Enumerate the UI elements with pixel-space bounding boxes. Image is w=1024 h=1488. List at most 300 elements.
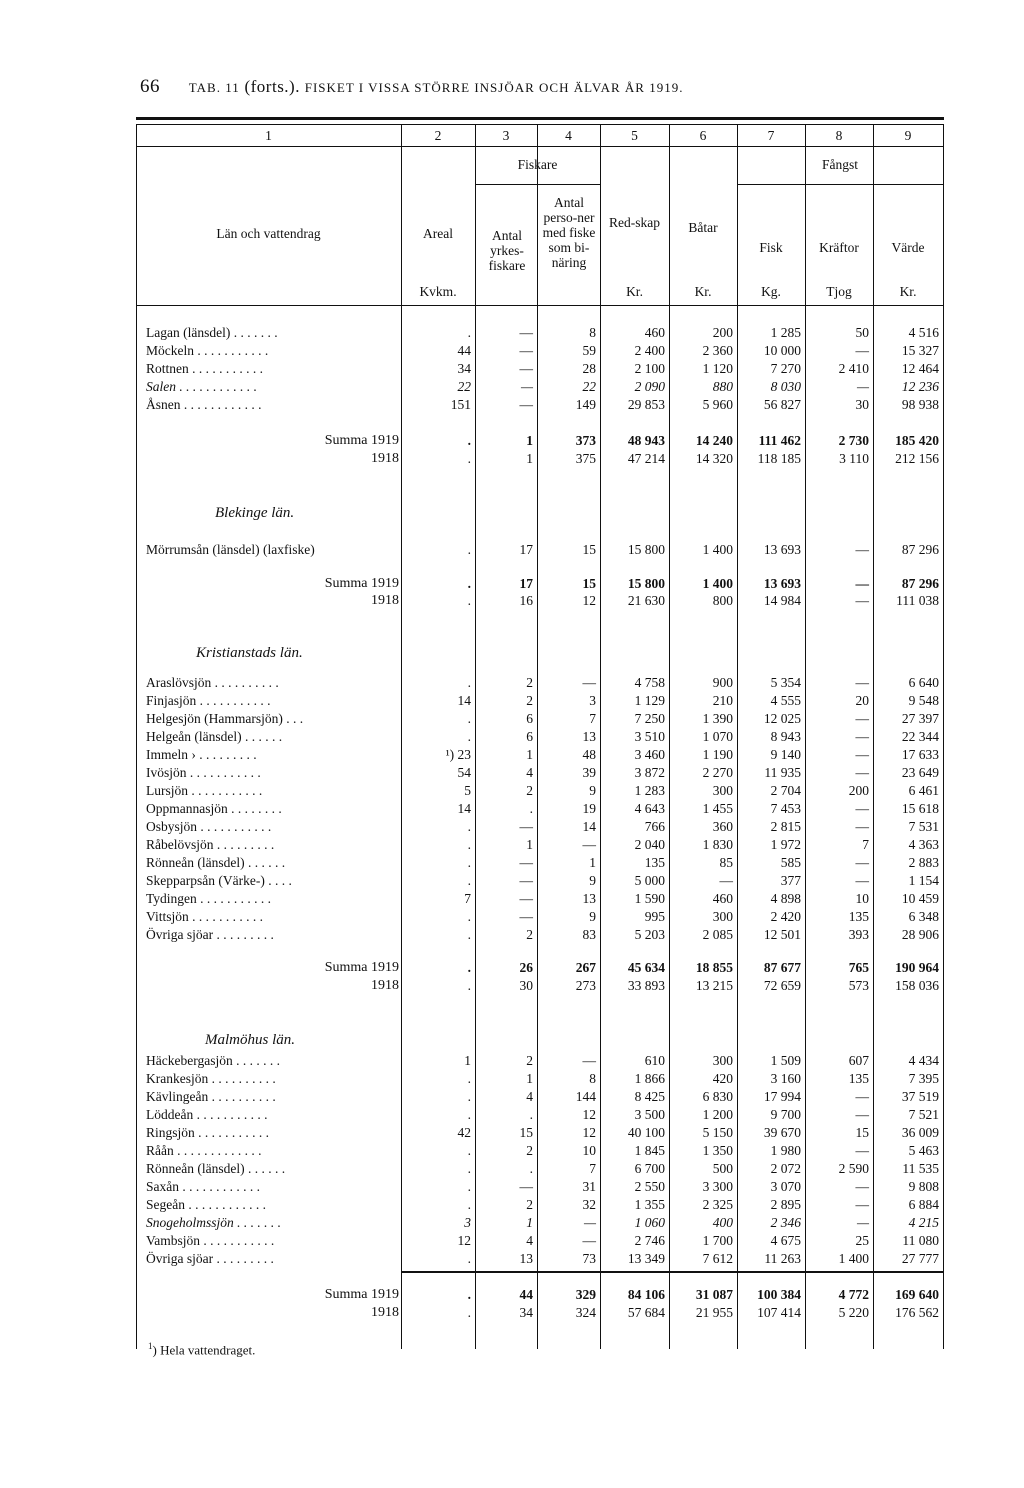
table-row-col9: 7 531: [908, 819, 939, 834]
table-row-col8: 50: [855, 325, 869, 340]
table-row-col2: 42: [457, 1125, 471, 1140]
table-row-col3: —: [519, 361, 533, 376]
table-row-col3: 1: [526, 1215, 533, 1230]
table-row-col9: 6 640: [908, 675, 939, 690]
table-row-col6: 5 150: [702, 1125, 733, 1140]
summa-row-col2: .: [467, 1287, 471, 1302]
table-row-col8: 200: [848, 783, 869, 798]
table-row-col3: 2: [526, 675, 533, 690]
table-row-col6: 210: [712, 693, 733, 708]
summa-row-col3: 44: [519, 1287, 533, 1302]
table-row-col5: 8 425: [634, 1089, 665, 1104]
table-row-col2: 34: [457, 361, 471, 376]
table-row-col9: 87 296: [901, 542, 939, 557]
table-row-col9: 27 397: [901, 711, 939, 726]
table-row-col8: 7: [862, 837, 869, 852]
summa-row-col2: .: [467, 960, 471, 975]
summa-row-col2: .: [467, 433, 471, 448]
table-row-col4: 39: [582, 765, 596, 780]
table-row-col2: 5: [464, 783, 471, 798]
table-row-col6: 460: [712, 891, 733, 906]
summa-row-col4: 12: [582, 593, 596, 608]
table-row-col2: .: [467, 927, 471, 942]
table-row-col6: 300: [712, 1053, 733, 1068]
col-number: 6: [699, 128, 707, 143]
table-row-col4: 144: [575, 1089, 596, 1104]
table-row-col4: 8: [589, 325, 596, 340]
unit-kraftor: Tjog: [826, 284, 852, 299]
summa-row-col9: 212 156: [895, 451, 939, 466]
summa-row-col6: 13 215: [695, 978, 733, 993]
table-row-col6: 1 455: [702, 801, 733, 816]
summa-row-col5: 21 630: [627, 593, 665, 608]
footnote: $^1$) Hela vattendraget.: [148, 1341, 256, 1358]
row-name: Oppmannasjön . . . . . . . .: [146, 801, 282, 816]
table-row-col4: —: [582, 675, 596, 690]
summa-rule: [401, 1271, 943, 1273]
table-row-col4: 59: [582, 343, 596, 358]
table-row-col5: 460: [644, 325, 665, 340]
row-name: Lagan (länsdel) . . . . . . .: [146, 325, 278, 340]
table-row-col3: .: [529, 1161, 533, 1176]
table-row-col6: 1 200: [702, 1107, 733, 1122]
table-row-col6: 500: [712, 1161, 733, 1176]
table-row-col9: 6 884: [908, 1197, 939, 1212]
table-row-col9: 4 516: [908, 325, 939, 340]
table-row-col4: 7: [589, 1161, 596, 1176]
table-row-col5: 1 845: [634, 1143, 665, 1158]
table-row-col4: —: [582, 837, 596, 852]
table-row-col3: 2: [526, 1053, 533, 1068]
table-row-col6: 85: [719, 855, 733, 870]
header-varde: Värde: [891, 240, 925, 255]
row-name: Löddeån . . . . . . . . . . .: [146, 1107, 268, 1122]
table-row-col4: 19: [582, 801, 596, 816]
table-cont: (forts.).: [244, 77, 300, 96]
table-row-col2: 14: [457, 693, 471, 708]
row-name: Salen . . . . . . . . . . . .: [146, 379, 257, 394]
table-row-col6: 1 400: [702, 542, 733, 557]
table-row-col6: 400: [712, 1215, 733, 1230]
unit-batar: Kr.: [694, 284, 712, 299]
table-row-col8: —: [855, 675, 869, 690]
summa-row-col2: .: [467, 593, 471, 608]
table-row-col4: 83: [582, 927, 596, 942]
summa-row-col3: 1: [526, 451, 533, 466]
top-rule: [136, 117, 944, 120]
table-row-col7: 7 270: [770, 361, 801, 376]
table-row-col8: 20: [855, 693, 869, 708]
table-row-col9: 12 464: [901, 361, 939, 376]
table-row-col9: 15 327: [901, 343, 939, 358]
table-row-col7: 10 000: [763, 343, 801, 358]
table-row-col9: 27 777: [901, 1251, 939, 1266]
summa-row-col7: 111 462: [758, 433, 801, 448]
fangst-rule: [737, 184, 943, 185]
table-row-col9: 9 808: [908, 1179, 939, 1194]
table-row-col2: 22: [457, 379, 471, 394]
summa-row-col5: 45 634: [627, 960, 665, 975]
table-row-col8: 135: [848, 1071, 869, 1086]
table-row-col8: —: [855, 542, 869, 557]
table-row-col3: —: [519, 1179, 533, 1194]
table-row-col2: .: [467, 1071, 471, 1086]
table-row-col4: 15: [582, 542, 596, 557]
table-row-col5: 995: [644, 909, 665, 924]
summa-row-col8: 4 772: [838, 1287, 869, 1302]
unit-fisk: Kg.: [761, 284, 781, 299]
table-row-col3: .: [529, 801, 533, 816]
table-row-col5: 2 040: [634, 837, 665, 852]
table-row-col4: 14: [582, 819, 596, 834]
table-row-col2: .: [467, 1197, 471, 1212]
table-row-col5: 1 590: [634, 891, 665, 906]
table-row-col2: .: [467, 1089, 471, 1104]
summa-row-col9: 185 420: [895, 433, 939, 448]
table-row-col9: 4 363: [908, 837, 939, 852]
table-row-col3: 2: [526, 783, 533, 798]
table-row-col8: —: [855, 729, 869, 744]
table-row-col2: 44: [457, 343, 471, 358]
table-row-col2: .: [467, 909, 471, 924]
table-row-col6: 1 390: [702, 711, 733, 726]
table-row-col7: 4 675: [770, 1233, 801, 1248]
row-name: Helgeån (länsdel) . . . . . .: [146, 729, 283, 744]
summa-row-col7: 72 659: [763, 978, 801, 993]
table-row-col8: —: [855, 747, 869, 762]
table-row-col7: 3 070: [770, 1179, 801, 1194]
table-row-col5: 6 700: [634, 1161, 665, 1176]
row-name: Kävlingeån . . . . . . . . . .: [146, 1089, 276, 1104]
header-lan: Län och vattendrag: [216, 226, 321, 241]
table-row-col8: —: [855, 873, 869, 888]
table-row-col8: —: [855, 855, 869, 870]
summa-row-col3: 34: [519, 1305, 533, 1320]
row-name: Tydingen . . . . . . . . . . .: [146, 891, 272, 906]
right-edge: [943, 124, 944, 1349]
table-row-col6: 1 830: [702, 837, 733, 852]
table-row-col6: 2 360: [702, 343, 733, 358]
table-row-col6: 420: [712, 1071, 733, 1086]
row-name: Krankesjön . . . . . . . . . .: [146, 1071, 276, 1086]
table-row-col3: 4: [526, 1233, 533, 1248]
header-personer: Antal perso-ner med fiske som bi-näring: [542, 195, 596, 270]
table-row-col4: 9: [589, 909, 596, 924]
header-fangst: Fångst: [821, 157, 858, 172]
table-row-col4: 7: [589, 711, 596, 726]
table-row-col7: 11 935: [764, 765, 801, 780]
table-row-col3: —: [519, 855, 533, 870]
table-row-col7: 1 509: [770, 1053, 801, 1068]
summa-row-col4: 373: [575, 433, 596, 448]
table-row-col4: 48: [582, 747, 596, 762]
table-row-col5: 7 250: [634, 711, 665, 726]
table-row-col4: 3: [589, 693, 596, 708]
summa-row-col2: .: [467, 576, 471, 591]
table-row-col7: 3 160: [770, 1071, 801, 1086]
table-row-col4: 32: [582, 1197, 596, 1212]
table-row-col5: 2 400: [634, 343, 665, 358]
unit-areal: Kvkm.: [419, 284, 457, 299]
table-row-col4: 13: [582, 729, 596, 744]
table-row-col2: 14: [457, 801, 471, 816]
summa-row-col2: .: [467, 978, 471, 993]
table-row-col8: 2 590: [838, 1161, 869, 1176]
summa-row-col4: 15: [582, 576, 596, 591]
table-row-col7: 8 030: [770, 379, 801, 394]
table-row-col4: 28: [582, 361, 596, 376]
table-row-col4: 31: [582, 1179, 596, 1194]
table-row-col2: .: [467, 1143, 471, 1158]
table-row-col9: 11 535: [902, 1161, 939, 1176]
row-name: Vambsjön . . . . . . . . . . .: [146, 1233, 275, 1248]
table-row-col8: 393: [848, 927, 869, 942]
table-row-col3: —: [519, 819, 533, 834]
section-title: Malmöhus län.: [205, 1032, 295, 1048]
summa-row-col6: 14 240: [695, 433, 733, 448]
summa-label: 1918: [371, 978, 399, 993]
summa-label: 1918: [371, 451, 399, 466]
table-row-col9: 1 154: [908, 873, 939, 888]
col-number: 3: [502, 128, 510, 143]
table-row-col8: 10: [855, 891, 869, 906]
table-row-col2: .: [467, 837, 471, 852]
row-name: Segeån . . . . . . . . . . . .: [146, 1197, 266, 1212]
table-row-col8: 135: [848, 909, 869, 924]
summa-label: 1918: [371, 1305, 399, 1320]
table-row-col8: —: [855, 801, 869, 816]
table-row-col5: 610: [644, 1053, 665, 1068]
row-name: Häckebergasjön . . . . . . .: [146, 1053, 280, 1068]
table-row-col3: 15: [519, 1125, 533, 1140]
table-row-col3: —: [519, 325, 533, 340]
table-row-col9: 28 906: [901, 927, 939, 942]
summa-row-col5: 84 106: [627, 1287, 665, 1302]
table-row-col2: .: [467, 711, 471, 726]
unit-varde: Kr.: [899, 284, 917, 299]
table-row-col5: 29 853: [627, 397, 665, 412]
table-row-col4: —: [582, 1233, 596, 1248]
table-row-col5: 3 510: [634, 729, 665, 744]
table-row-col7: 2 346: [770, 1215, 801, 1230]
table-row-col5: 2 100: [634, 361, 665, 376]
page-header: [140, 76, 683, 98]
summa-row-col8: —: [855, 576, 869, 591]
section-title: Blekinge län.: [215, 505, 295, 521]
table-row-col9: 36 009: [901, 1125, 939, 1140]
table-id: TAB. 11: [188, 80, 240, 95]
table-row-col7: 56 827: [763, 397, 801, 412]
table-row-col6: 3 300: [702, 1179, 733, 1194]
table-row-col7: 2 420: [770, 909, 801, 924]
col-number: 2: [434, 128, 442, 143]
table-row-col6: 2 270: [702, 765, 733, 780]
table-row-col4: 10: [582, 1143, 596, 1158]
table-row-col2: 151: [450, 397, 471, 412]
row-name: Immeln › . . . . . . . . .: [146, 747, 257, 762]
table-row-col8: —: [856, 379, 869, 394]
table-row-col9: 6 348: [908, 909, 939, 924]
table-row-col5: 5 203: [634, 927, 665, 942]
header-batar: Båtar: [688, 220, 718, 235]
summa-row-col8: —: [855, 593, 869, 608]
table-row-col9: 22 344: [901, 729, 939, 744]
row-name: Osbysjön . . . . . . . . . . .: [146, 819, 272, 834]
table-row-col3: .: [529, 1107, 533, 1122]
table-row-col6: 2 085: [702, 927, 733, 942]
left-edge: [136, 124, 137, 1349]
header-fiskare: Fiskare: [517, 157, 558, 172]
table-row-col9: 12 236: [901, 379, 939, 394]
table-row-col3: 6: [526, 711, 533, 726]
table-row-col2: ¹) 23: [445, 747, 471, 762]
table-row-col3: 4: [526, 765, 533, 780]
table-row-col8: —: [855, 1089, 869, 1104]
row-name: Ringsjön . . . . . . . . . . .: [146, 1125, 270, 1140]
table-row-col8: 2 410: [838, 361, 869, 376]
table-row-col7: 5 354: [770, 675, 801, 690]
section-title: Kristianstads län.: [196, 645, 303, 661]
table-row-col4: 22: [582, 379, 596, 394]
table-row-col4: 12: [582, 1107, 596, 1122]
summa-row-col5: 47 214: [627, 451, 665, 466]
table-row-col4: 9: [589, 783, 596, 798]
table-row-col3: —: [519, 909, 533, 924]
row-name: Finjasjön . . . . . . . . . . .: [146, 693, 271, 708]
table-row-col7: 2 072: [770, 1161, 801, 1176]
summa-row-col9: 176 562: [895, 1305, 939, 1320]
header-fisk: Fisk: [759, 240, 783, 255]
table-row-col8: 30: [855, 397, 869, 412]
table-row-col3: —: [520, 379, 533, 394]
table-row-col2: 1: [464, 1053, 471, 1068]
col-number: 1: [265, 128, 272, 143]
table-row-col2: 7: [464, 891, 471, 906]
table-row-col8: —: [855, 1143, 869, 1158]
table-row-col2: 12: [457, 1233, 471, 1248]
table-row-col2: .: [467, 325, 471, 340]
table-row-col6: 900: [712, 675, 733, 690]
table-row-col5: 1 060: [634, 1215, 665, 1230]
fiskare-rule: [475, 184, 600, 185]
table-row-col5: 766: [644, 819, 665, 834]
row-name: Vittsjön . . . . . . . . . . .: [146, 909, 263, 924]
row-name: Övriga sjöar . . . . . . . . .: [146, 1251, 274, 1266]
table-row-col8: 25: [855, 1233, 869, 1248]
table-row-col7: 377: [780, 873, 801, 888]
row-name: Snogeholmssjön . . . . . . .: [146, 1215, 281, 1230]
table-row-col5: 3 872: [634, 765, 665, 780]
row-name: Skepparpsån (Värke-) . . . .: [146, 873, 292, 888]
row-name: Rönneån (länsdel) . . . . . .: [146, 855, 286, 870]
table-row-col7: 2 704: [770, 783, 801, 798]
table-row-col3: 2: [526, 1197, 533, 1212]
summa-label: 1918: [371, 593, 399, 608]
table-row-col5: 1 283: [634, 783, 665, 798]
table-row-col5: 1 129: [634, 693, 665, 708]
table-row-col2: .: [467, 819, 471, 834]
table-row-col7: 1 972: [770, 837, 801, 852]
table-row-col9: 11 080: [902, 1233, 939, 1248]
table-row-col2: 3: [464, 1215, 471, 1230]
summa-row-col8: 5 220: [838, 1305, 869, 1320]
summa-row-col3: 17: [519, 576, 533, 591]
table-row-col6: 300: [712, 783, 733, 798]
col-number: 9: [904, 128, 912, 143]
table-row-col9: 5 463: [908, 1143, 939, 1158]
row-name: Ivösjön . . . . . . . . . . .: [146, 765, 261, 780]
table-row-col6: 360: [712, 819, 733, 834]
table-row-col5: 4 758: [634, 675, 665, 690]
table-row-col2: .: [467, 1179, 471, 1194]
table-row-col6: 1 700: [702, 1233, 733, 1248]
table-row-col3: 6: [526, 729, 533, 744]
table-row-col6: 200: [712, 325, 733, 340]
row-name: Saxån . . . . . . . . . . . .: [146, 1179, 260, 1194]
table-row-col9: 10 459: [901, 891, 939, 906]
col-number: 5: [631, 128, 638, 143]
table-row-col4: —: [583, 1215, 596, 1230]
summa-row-col3: 16: [519, 593, 533, 608]
table-row-col6: 1 120: [702, 361, 733, 376]
page-number: 66: [140, 76, 160, 97]
table-row-col3: 2: [526, 927, 533, 942]
table-row-col8: 1 400: [838, 1251, 869, 1266]
table-row-col8: —: [855, 819, 869, 834]
summa-row-col7: 13 693: [763, 576, 801, 591]
table-row-col4: 12: [582, 1125, 596, 1140]
table-row-col3: 13: [519, 1251, 533, 1266]
summa-label: Summa 1919: [324, 576, 399, 591]
table-row-col5: 3 500: [634, 1107, 665, 1122]
table-row-col5: 135: [644, 855, 665, 870]
table-row-col8: —: [855, 711, 869, 726]
table-row-col7: 13 693: [763, 542, 801, 557]
summa-row-col8: 2 730: [838, 433, 869, 448]
table-row-col5: 1 866: [634, 1071, 665, 1086]
table-row-col7: 9 140: [770, 747, 801, 762]
col-number: 8: [835, 128, 843, 143]
table-row-col7: 7 453: [770, 801, 801, 816]
table-row-col3: —: [519, 343, 533, 358]
header-areal: Areal: [423, 226, 453, 241]
table-row-col3: 2: [526, 1143, 533, 1158]
top-rule-thin: [136, 124, 944, 125]
summa-label: Summa 1919: [324, 960, 399, 975]
table-row-col7: 2 895: [770, 1197, 801, 1212]
table-row-col7: 12 501: [763, 927, 801, 942]
summa-row-col3: 26: [519, 960, 533, 975]
table-row-col2: .: [467, 873, 471, 888]
table-row-col2: .: [467, 1161, 471, 1176]
summa-row-col6: 31 087: [695, 1287, 733, 1302]
table-row-col6: 880: [712, 379, 733, 394]
page-title: FISKET I VISSA STÖRRE INSJÖAR OCH ÄLVAR ÅR 1919.: [304, 80, 684, 95]
table-row-col4: 13: [582, 891, 596, 906]
summa-row-col4: 267: [575, 960, 596, 975]
table-row-col5: 40 100: [627, 1125, 665, 1140]
table-row-col9: 98 938: [901, 397, 939, 412]
table-row-col6: 1 070: [702, 729, 733, 744]
summa-row-col7: 100 384: [757, 1287, 801, 1302]
summa-row-col9: 169 640: [895, 1287, 939, 1302]
table-row-col7: 11 263: [764, 1251, 801, 1266]
table-row-col9: 7 521: [908, 1107, 939, 1122]
row-name: Rönneån (länsdel) . . . . . .: [146, 1161, 286, 1176]
summa-row-col4: 324: [575, 1305, 596, 1320]
table-row-col4: —: [582, 1053, 596, 1068]
header-kraftor: Kräftor: [819, 240, 859, 255]
